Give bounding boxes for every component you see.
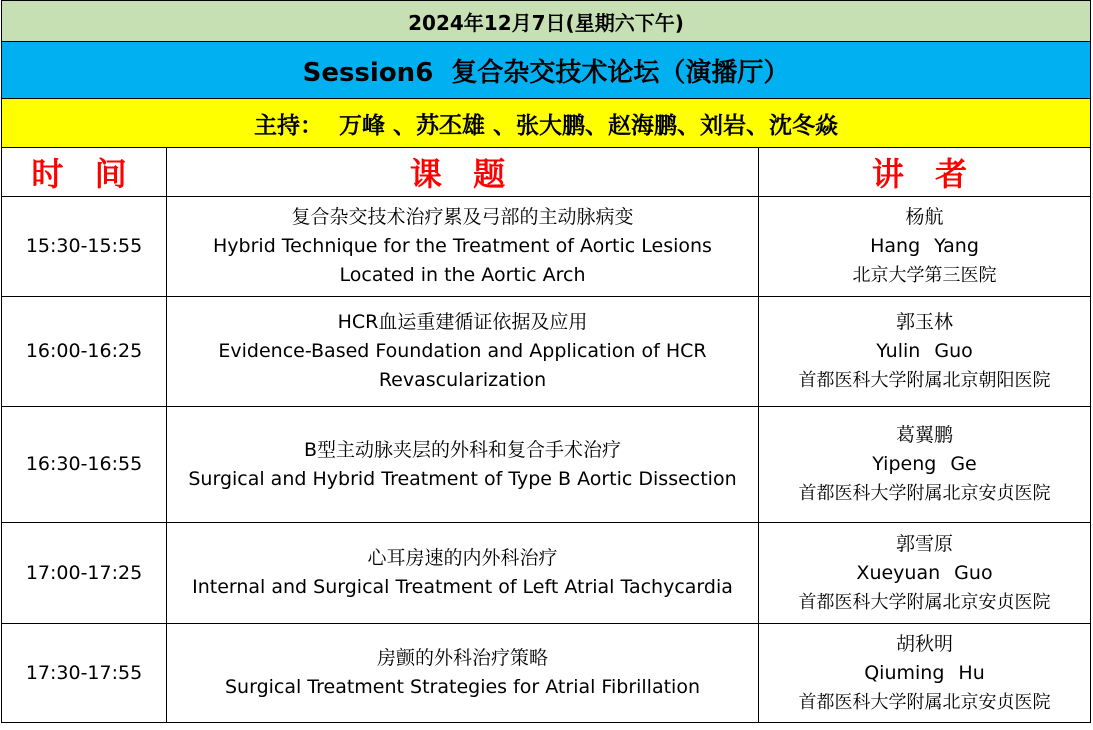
time-cell: 17:30-17:55 [2, 624, 167, 723]
speaker-en: Hang Yang [870, 235, 979, 257]
topic-cell [167, 624, 759, 723]
topic-cn: B型主动脉夹层的外科和复合手术治疗 [303, 438, 622, 461]
speaker-institution: 首都医科大学附属北京安贞医院 [798, 483, 1051, 504]
table-row [2, 407, 1091, 523]
column-header-row [2, 148, 1091, 197]
speaker-institution: 首都医科大学附属北京朝阳医院 [798, 370, 1051, 391]
topic-en-line1: Internal and Surgical Treatment of Left Atrial Tachycardia [192, 576, 733, 598]
table-row [2, 523, 1091, 624]
speaker-institution: 北京大学第三医院 [852, 265, 997, 286]
hosts-row [2, 99, 1091, 148]
date-row [2, 1, 1091, 42]
speaker-cell [759, 407, 1091, 523]
speaker-en: Qiuming Hu [864, 661, 985, 684]
session-row [2, 42, 1091, 99]
speaker-en: Xueyuan Guo [856, 561, 993, 584]
header-speaker: 讲 者 [759, 148, 1091, 197]
topic-cn: HCR血运重建循证依据及应用 [337, 311, 588, 333]
topic-cn: 房颤的外科治疗策略 [376, 647, 548, 669]
topic-en-line1: Surgical and Hybrid Treatment of Type B Aortic Dissection [188, 467, 737, 490]
time-cell: 17:00-17:25 [2, 523, 167, 624]
header-time: 时 间 [2, 148, 167, 197]
speaker-en: Yulin Guo [876, 340, 973, 362]
speaker-cell [759, 523, 1091, 624]
topic-en-line1: Evidence-Based Foundation and Application of HCR [218, 340, 707, 362]
schedule-table [1, 0, 1091, 723]
speaker-cell [759, 297, 1091, 407]
topic-en-line1: Surgical Treatment Strategies for Atrial Fibrillation [224, 676, 701, 698]
topic-en-line2: Located in the Aortic Arch [339, 264, 586, 286]
speaker-cell [759, 197, 1091, 297]
time-cell: 16:00-16:25 [2, 297, 167, 407]
topic-cell [167, 197, 759, 297]
speaker-en: Yipeng Ge [872, 453, 977, 475]
table-row [2, 624, 1091, 723]
topic-en-line2: Revascularization [378, 369, 547, 391]
speaker-cn: 胡秋明 [895, 632, 953, 655]
session-title: Session6 复合杂交技术论坛（演播厅） [2, 42, 1091, 99]
topic-cell [167, 523, 759, 624]
time-cell: 15:30-15:55 [2, 197, 167, 297]
topic-cell [167, 407, 759, 523]
topic-cell [167, 297, 759, 407]
topic-cn: 复合杂交技术治疗累及弓部的主动脉病变 [291, 206, 634, 228]
date-banner: 2024年12月7日(星期六下午) [2, 1, 1091, 42]
speaker-cn: 郭玉林 [895, 311, 953, 333]
speaker-cn: 郭雪原 [895, 532, 953, 555]
hosts-banner: 主持： 万峰 、苏丕雄 、张大鹏、赵海鹏、刘岩、沈冬焱 [2, 99, 1091, 148]
topic-en-line1: Hybrid Technique for the Treatment of Aortic Lesions [213, 235, 712, 257]
time-cell: 16:30-16:55 [2, 407, 167, 523]
speaker-cell [759, 624, 1091, 723]
header-topic: 课 题 [167, 148, 759, 197]
table-row [2, 297, 1091, 407]
speaker-cn: 杨航 [905, 206, 944, 228]
speaker-institution: 首都医科大学附属北京安贞医院 [798, 591, 1051, 613]
speaker-institution: 首都医科大学附属北京安贞医院 [798, 691, 1051, 713]
topic-cn: 心耳房速的内外科治疗 [367, 547, 558, 569]
speaker-cn: 葛翼鹏 [895, 424, 953, 446]
table-row [2, 197, 1091, 297]
